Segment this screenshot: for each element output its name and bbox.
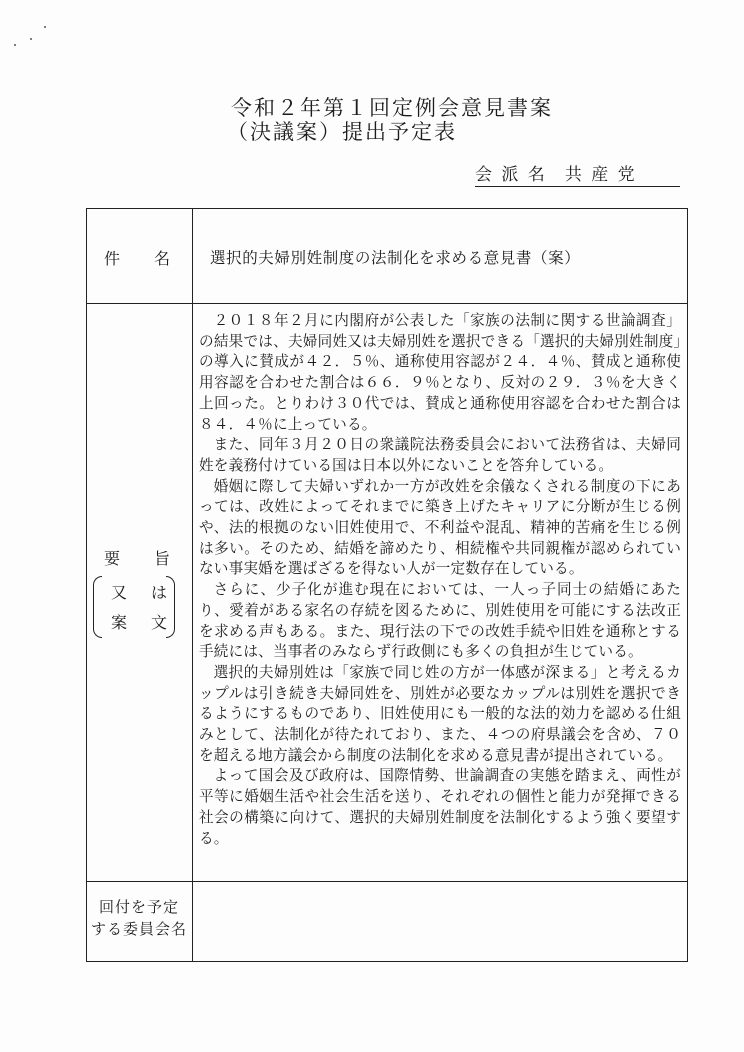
alt-label-bracket bbox=[93, 576, 175, 638]
faction-line bbox=[475, 160, 680, 187]
summary-paragraph: 選択的夫婦別姓は「家族で同じ姓の方が一体感が深まる」と考えるカップルは引き続き夫婦同姓を、別姓が必要なカップルは別姓を選択できるようにするものであり、旧姓使用にも一般的な法的効力を認める仕組みとして、法制化が待たれており、また、４つの府県議会を含め、７０を超える地方議会から制度の法制化を求める意見書が提出されている。 bbox=[199, 663, 681, 764]
document-title: 令和２年第１回定例会意見書案 bbox=[231, 96, 553, 120]
row-divider bbox=[86, 881, 688, 882]
scan-speck bbox=[44, 26, 46, 28]
right-paren bbox=[166, 576, 175, 638]
summary-paragraph: ２０１８年２月に内閣府が公表した「家族の法制に関する世論調査」の結果では、夫婦同姓又は夫婦別姓を選択できる「選択的夫婦別姓制度」の導入に賛成が４２．５％、通称使用容認が２４．４％、賛成と通称使用容認を合わせた割合は６６．９％となり、反対の２９．３％を大きく上回った。とりわけ３０代では、賛成と通称使用容認を合わせた割合は８４．４％に上っている。 bbox=[199, 312, 681, 433]
summary-body bbox=[199, 311, 681, 849]
alt-label-2a: 案 bbox=[111, 613, 128, 632]
subject-label bbox=[104, 246, 170, 269]
summary-paragraph: よって国会及び政府は、国際情勢、世論調査の実態を踏まえ、両性が平等に婚姻生活や社会生活を送り、それぞれの個性と能力が発揮できる社会の構築に向けて、選択的夫婦別姓制度を法制化するよう強く要望する。 bbox=[199, 767, 681, 847]
committee-label bbox=[86, 896, 192, 940]
faction-name: 共 産 党 bbox=[564, 165, 637, 185]
column-divider bbox=[192, 208, 193, 962]
alt-label-1b: は bbox=[151, 583, 168, 602]
scan-speck bbox=[30, 38, 32, 40]
summary-paragraph: 婚姻に際して夫婦いずれか一方が改姓を余儀なくされる制度の下にあっては、改姓によってそれまでに築き上げたキャリアに分断が生じる例や、法的根拠のない旧姓使用で、不利益や混乱、精神的苦痛を生じる例は多い。そのため、結婚を諦めたり、相続権や共同親権が認められていない事実婚を選ばざるを得ない人が一定数存在している。 bbox=[199, 477, 681, 578]
alt-label-row-1 bbox=[111, 580, 167, 603]
subject-label-b: 名 bbox=[154, 249, 171, 268]
summary-label bbox=[104, 546, 170, 569]
summary-paragraph: さらに、少子化が進む現在においては、一人っ子同士の結婚にあたり、愛着がある家名の存続を図るために、別姓使用を可能にする法改正を求める声もある。また、現行法の下での改姓手続や旧姓を通称とする手続には、当事者のみならず行政側にも多くの負担が生じている。 bbox=[199, 581, 681, 661]
scan-speck bbox=[14, 44, 16, 46]
committee-label-line-1: 回付を予定 bbox=[98, 898, 179, 916]
summary-paragraph: また、同年３月２０日の衆議院法務委員会において法務省は、夫婦同姓を義務付けている国は日本以外にないことを答弁している。 bbox=[199, 436, 681, 474]
alt-label-2b: 文 bbox=[151, 613, 168, 632]
summary-label-b: 旨 bbox=[154, 549, 171, 568]
faction-label: 会 派 名 bbox=[475, 165, 547, 185]
document-subtitle: （決議案）提出予定表 bbox=[227, 120, 457, 144]
subject-text: 選択的夫婦別姓制度の法制化を求める意見書（案） bbox=[210, 249, 581, 267]
summary-label-a: 要 bbox=[104, 549, 121, 568]
left-paren bbox=[93, 576, 102, 638]
alt-label-row-2 bbox=[111, 610, 167, 633]
committee-label-line-2: する委員会名 bbox=[90, 920, 187, 938]
alt-label-1a: 又 bbox=[111, 583, 128, 602]
subject-label-a: 件 bbox=[104, 249, 121, 268]
row-divider bbox=[86, 303, 688, 304]
